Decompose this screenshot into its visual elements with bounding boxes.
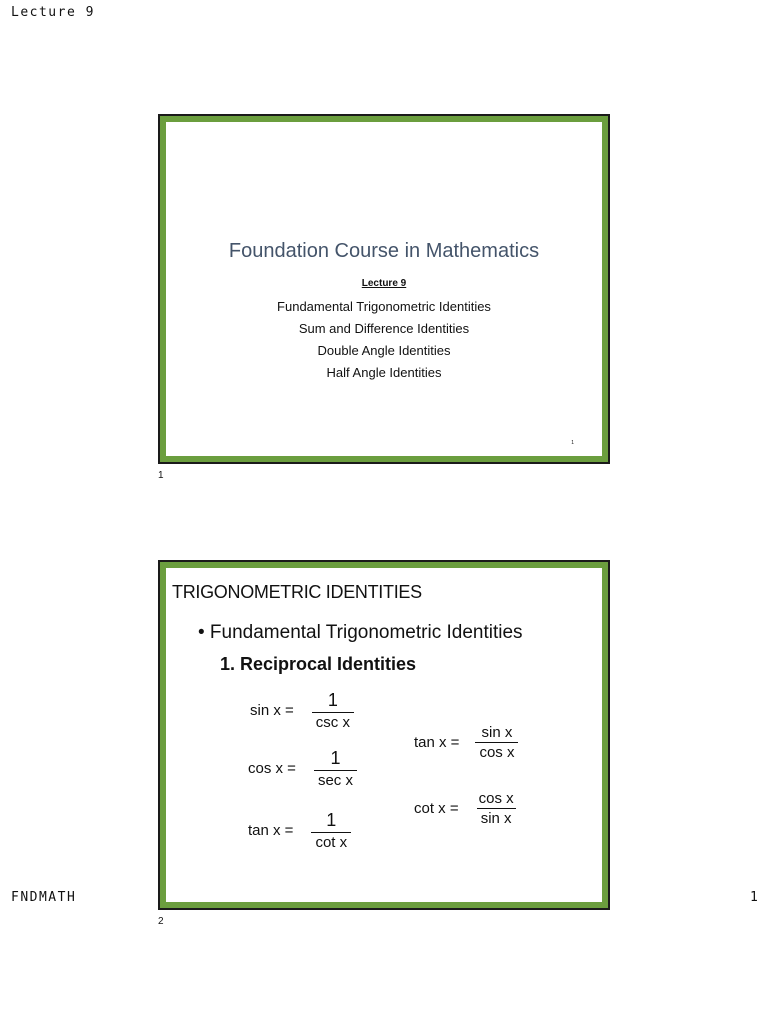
slide-1 <box>158 114 610 464</box>
fraction <box>312 690 354 731</box>
fraction <box>475 724 518 761</box>
equation-tan-sin-cos <box>414 724 518 761</box>
numerator: cos x <box>478 790 514 807</box>
denominator: cos x <box>475 742 518 761</box>
denominator: sec x <box>314 770 357 789</box>
equation-lhs: cos x = <box>248 760 296 777</box>
fraction <box>311 810 351 851</box>
page-footer-page-number: 1 <box>750 890 758 905</box>
slide-1-number: 1 <box>158 470 164 481</box>
equation-tan-cot <box>248 810 351 851</box>
slide-2-subheading: 1. Reciprocal Identities <box>220 654 417 674</box>
denominator: cot x <box>311 832 351 851</box>
topic-item: Sum and Difference Identities <box>298 321 470 336</box>
numerator: 1 <box>326 810 337 830</box>
slide-1-lecture-label: Lecture 9 <box>361 278 407 289</box>
slide-2 <box>158 560 610 910</box>
denominator: csc x <box>312 712 354 731</box>
equation-lhs: tan x = <box>414 734 460 751</box>
equation-lhs: cot x = <box>414 800 459 817</box>
numerator: 1 <box>327 690 338 710</box>
slide-2-title: TRIGONOMETRIC IDENTITIES <box>172 582 422 602</box>
slide-1-topic-list <box>166 296 602 384</box>
topic-item: Double Angle Identities <box>317 343 451 358</box>
page-header: Lecture 9 <box>11 5 95 20</box>
equation-cot-cos-sin <box>414 790 518 827</box>
slide-1-title: Foundation Course in Mathematics <box>228 240 540 262</box>
numerator: sin x <box>481 724 513 741</box>
fraction <box>475 790 518 827</box>
slide-2-bullet: • Fundamental Trigonometric Identities <box>198 622 523 643</box>
topic-item: Half Angle Identities <box>326 365 442 380</box>
denominator: sin x <box>477 808 516 827</box>
slide-1-corner-number: 1 <box>571 440 574 446</box>
fraction <box>314 748 357 789</box>
topic-item: Fundamental Trigonometric Identities <box>277 299 491 314</box>
equation-lhs: tan x = <box>248 822 294 839</box>
equation-sin-csc <box>250 690 354 731</box>
slide-2-content <box>166 568 602 902</box>
equation-lhs: sin x = <box>250 702 294 719</box>
slide-1-content <box>166 122 602 456</box>
slide-2-number: 2 <box>158 916 164 927</box>
equation-cos-sec <box>248 748 357 789</box>
page-footer-course-code: FNDMATH <box>11 890 77 905</box>
numerator: 1 <box>330 748 341 768</box>
